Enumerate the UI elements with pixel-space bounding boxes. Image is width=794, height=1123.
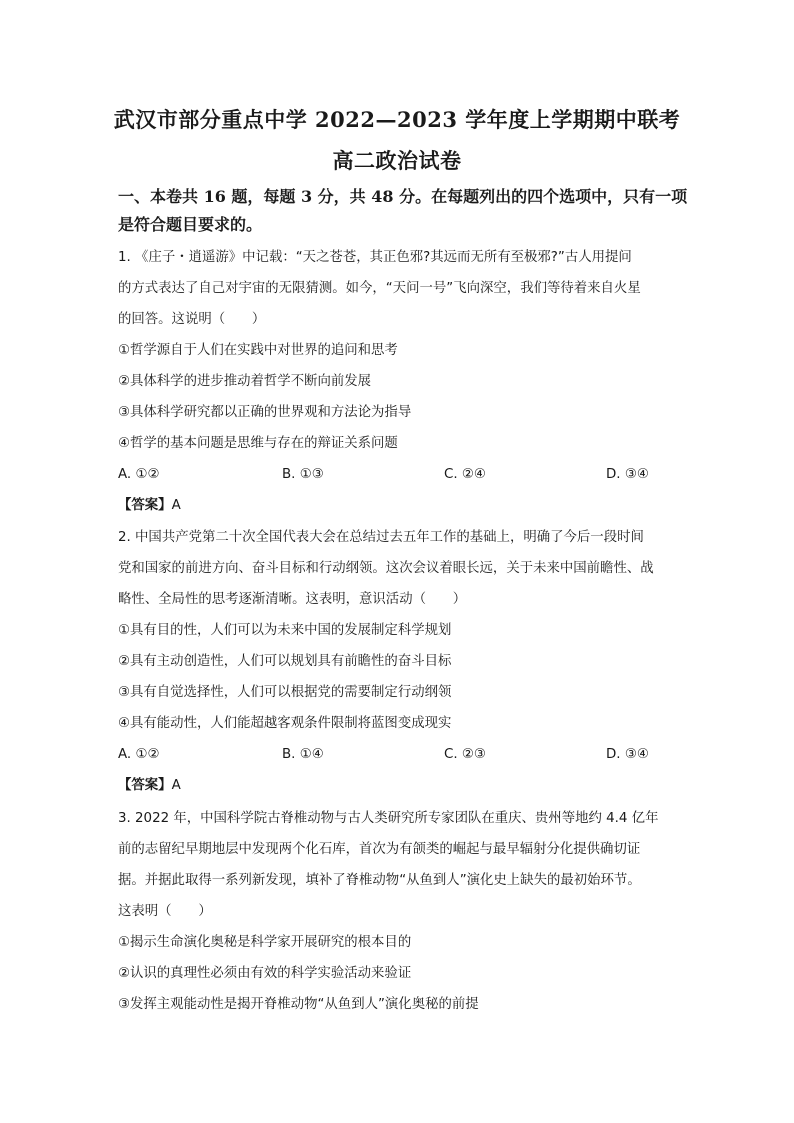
q2-statement-4: ④具有能动性，人们能超越客观条件限制将蓝图变成现实	[118, 716, 452, 731]
q2-stem-line-2: 党和国家的前进方向、奋斗目标和行动纲领。这次会议着眼长远，关于未来中国前瞻性、战	[118, 561, 654, 576]
q1-option-b: B. ①③	[282, 467, 324, 482]
q2-statement-1: ①具有目的性，人们可以为未来中国的发展制定科学规划	[118, 623, 452, 638]
q1-stem-line-1: 1. 《庄子・逍遥游》中记载：“天之苍苍，其正色邪?其远而无所有至极邪?”古人用提问	[118, 250, 632, 265]
q2-stem-line-3: 略性、全局性的思考逐渐清晰。这表明，意识活动（ ）	[118, 592, 467, 607]
q1-answer-label: 【答案】	[118, 498, 172, 513]
q1-statement-2: ②具体科学的进步推动着哲学不断向前发展	[118, 374, 372, 389]
q3-statement-3: ③发挥主观能动性是揭开脊椎动物“从鱼到人”演化奥秘的前提	[118, 997, 479, 1012]
q2-answer-value: A	[171, 778, 181, 793]
q1-answer-value: A	[171, 498, 181, 513]
q2-stem-line-1: 2. 中国共产党第二十次全国代表大会在总结过去五年工作的基础上，明确了今后一段时间	[118, 530, 644, 545]
q2-option-d: D. ③④	[606, 747, 649, 762]
q1-answer	[118, 496, 181, 516]
q2-answer	[118, 776, 181, 796]
q2-answer-label: 【答案】	[118, 778, 172, 793]
q2-option-b: B. ①④	[282, 747, 324, 762]
q1-statement-1: ①哲学源自于人们在实践中对世界的追问和思考	[118, 343, 398, 358]
q3-stem-line-1: 3. 2022 年，中国科学院古脊椎动物与古人类研究所专家团队在重庆、贵州等地约 4.4 亿年	[118, 811, 659, 826]
q2-option-a: A. ①②	[118, 747, 160, 762]
q1-option-a: A. ①②	[118, 467, 160, 482]
q2-statement-2: ②具有主动创造性，人们可以规划具有前瞻性的奋斗目标	[118, 654, 452, 669]
q1-statement-4: ④哲学的基本问题是思维与存在的辩证关系问题	[118, 436, 398, 451]
q1-stem-line-3: 的回答。这说明（ ）	[118, 312, 266, 327]
q1-statement-3: ③具体科学研究都以正确的世界观和方法论为指导	[118, 405, 412, 420]
q2-option-c: C. ②③	[444, 747, 486, 762]
q1-option-d: D. ③④	[606, 467, 649, 482]
exam-title: 武汉市部分重点中学 2022—2023 学年度上学期期中联考	[113, 107, 681, 132]
q2-statement-3: ③具有自觉选择性，人们可以根据党的需要制定行动纲领	[118, 685, 452, 700]
q3-stem-line-2: 前的志留纪早期地层中发现两个化石库，首次为有颌类的崛起与最早辐射分化提供确切证	[118, 842, 641, 857]
exam-subtitle: 高二政治试卷	[332, 148, 462, 173]
q3-stem-line-4: 这表明（ ）	[118, 904, 212, 919]
section-heading: 一、本卷共 16 题，每题 3 分，共 48 分。在每题列出的四个选项中，只有一项是符合题目要求的。	[118, 187, 688, 234]
q3-statement-1: ①揭示生命演化奥秘是科学家开展研究的根本目的	[118, 935, 412, 950]
q1-option-c: C. ②④	[444, 467, 486, 482]
q1-stem-line-2: 的方式表达了自己对宇宙的无限猜测。如今，“天问一号”飞向深空，我们等待着来自火星	[118, 281, 641, 296]
q3-stem-line-3: 据。并据此取得一系列新发现，填补了脊椎动物“从鱼到人”演化史上缺失的最初始环节。	[118, 873, 641, 888]
q3-statement-2: ②认识的真理性必须由有效的科学实验活动来验证	[118, 966, 412, 981]
